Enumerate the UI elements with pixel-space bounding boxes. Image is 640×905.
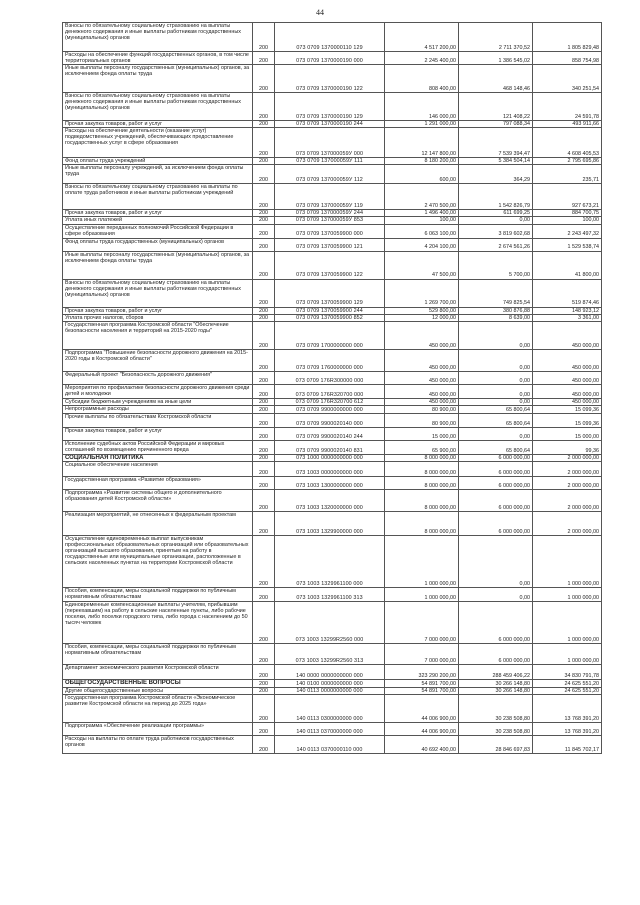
row-admin-code: 200 bbox=[253, 679, 275, 687]
row-budget-code: 073 0709 1370059900 852 bbox=[275, 314, 385, 321]
row-admin-code: 200 bbox=[253, 321, 275, 349]
row-name: Взносы по обязательному социальному страхованию на выплаты денежного содержания и иные выплаты работникам государственных (муниципальных) органов bbox=[63, 93, 253, 121]
row-name: Прочая закупка товаров, работ и услуг bbox=[63, 307, 253, 314]
row-budget-code: 073 0709 1370059900 000 bbox=[275, 224, 385, 238]
row-budget-code: 073 0709 1370059900 121 bbox=[275, 238, 385, 251]
row-plan-amount: 1 291 000,00 bbox=[385, 121, 459, 128]
row-plan-amount: 7 000 000,00 bbox=[385, 601, 459, 643]
row-remainder-amount: 884 700,75 bbox=[533, 210, 602, 217]
row-remainder-amount: 493 911,66 bbox=[533, 121, 602, 128]
row-executed-amount: 8 639,00 bbox=[459, 314, 533, 321]
table-row bbox=[63, 321, 602, 349]
row-admin-code: 200 bbox=[253, 217, 275, 224]
row-name: Иные выплаты персоналу государственных (муниципальных) органов, за исключением фонда оплаты труда bbox=[63, 251, 253, 279]
row-remainder-amount: 2 243 497,32 bbox=[533, 224, 602, 238]
table-row bbox=[63, 398, 602, 405]
row-admin-code: 200 bbox=[253, 440, 275, 454]
row-budget-code: 073 0709 1370000110 129 bbox=[275, 23, 385, 52]
row-plan-amount: 323 290 200,00 bbox=[385, 664, 459, 679]
row-plan-amount: 4 204 100,00 bbox=[385, 238, 459, 251]
row-plan-amount: 8 000 000,00 bbox=[385, 511, 459, 535]
row-executed-amount: 65 800,64 bbox=[459, 440, 533, 454]
row-admin-code: 200 bbox=[253, 489, 275, 511]
table-row bbox=[63, 454, 602, 461]
row-admin-code: 200 bbox=[253, 371, 275, 384]
row-budget-code: 073 0709 137000059У 853 bbox=[275, 217, 385, 224]
table-row bbox=[63, 314, 602, 321]
row-name: Уплата прочих налогов, сборов bbox=[63, 314, 253, 321]
row-name: Прочая закупка товаров, работ и услуг bbox=[63, 427, 253, 440]
row-executed-amount: 0,00 bbox=[459, 321, 533, 349]
row-executed-amount: 121 408,22 bbox=[459, 93, 533, 121]
row-plan-amount: 44 006 900,00 bbox=[385, 723, 459, 736]
row-name: Государственная программа «Развитие образования» bbox=[63, 476, 253, 489]
table-row bbox=[63, 210, 602, 217]
row-budget-code: 073 0709 1370000190 122 bbox=[275, 65, 385, 93]
row-remainder-amount: 13 768 391,20 bbox=[533, 695, 602, 723]
row-budget-code: 073 1003 1300000000 000 bbox=[275, 476, 385, 489]
row-admin-code: 200 bbox=[253, 128, 275, 158]
row-admin-code: 200 bbox=[253, 307, 275, 314]
row-budget-code: 073 0709 176R320700 612 bbox=[275, 398, 385, 405]
row-executed-amount: 0,00 bbox=[459, 217, 533, 224]
row-plan-amount: 450 000,00 bbox=[385, 384, 459, 398]
row-name: Уплата иных платежей bbox=[63, 217, 253, 224]
row-name: Государственная программа Костромской области «Экономическое развитие Костромской области на период до 2025 года» bbox=[63, 695, 253, 723]
row-name: Подпрограмма «Развитие системы общего и дополнительного образования детей Костромской области» bbox=[63, 489, 253, 511]
row-budget-code: 073 1003 1329900000 000 bbox=[275, 511, 385, 535]
row-remainder-amount: 11 845 702,17 bbox=[533, 736, 602, 754]
row-name: Взносы по обязательному социальному страхованию на выплаты денежного содержания и иные выплаты работникам государственных (муниципальных) органов bbox=[63, 23, 253, 52]
row-budget-code: 073 0709 9900000000 000 bbox=[275, 405, 385, 413]
row-executed-amount: 7 539 394,47 bbox=[459, 128, 533, 158]
row-name: Подпрограмма "Повышение безопасности дорожного движения на 2015-2020 годы в Костромской области" bbox=[63, 349, 253, 371]
row-admin-code: 200 bbox=[253, 413, 275, 427]
row-budget-code: 073 0709 176R300000 000 bbox=[275, 371, 385, 384]
row-plan-amount: 100,00 bbox=[385, 217, 459, 224]
row-remainder-amount: 858 754,98 bbox=[533, 52, 602, 65]
row-name: Субсидии бюджетным учреждениям на иные цели bbox=[63, 398, 253, 405]
row-budget-code: 073 0709 1370059900 244 bbox=[275, 307, 385, 314]
row-plan-amount: 450 000,00 bbox=[385, 349, 459, 371]
table-row bbox=[63, 679, 602, 687]
row-plan-amount: 1 496 400,00 bbox=[385, 210, 459, 217]
table-row bbox=[63, 251, 602, 279]
table-row bbox=[63, 664, 602, 679]
row-name: Другие общегосударственные вопросы bbox=[63, 687, 253, 694]
table-row bbox=[63, 601, 602, 643]
row-plan-amount: 54 891 700,00 bbox=[385, 679, 459, 687]
row-name: Подпрограмма «Обеспечение реализации программы» bbox=[63, 723, 253, 736]
budget-execution-table bbox=[62, 22, 602, 754]
row-budget-code: 073 1003 0000000000 000 bbox=[275, 461, 385, 476]
row-budget-code: 140 0113 0000000000 000 bbox=[275, 687, 385, 694]
row-plan-amount: 2 245 400,00 bbox=[385, 52, 459, 65]
table-row bbox=[63, 511, 602, 535]
table-row bbox=[63, 736, 602, 754]
row-name: Прочая закупка товаров, работ и услуг bbox=[63, 121, 253, 128]
table-row bbox=[63, 224, 602, 238]
row-executed-amount: 0,00 bbox=[459, 349, 533, 371]
row-name: Реализация мероприятий, не отнесенных к федеральным проектам bbox=[63, 511, 253, 535]
row-executed-amount: 749 825,54 bbox=[459, 279, 533, 307]
row-budget-code: 073 0709 1700000000 000 bbox=[275, 321, 385, 349]
table-row bbox=[63, 279, 602, 307]
row-budget-code: 073 0709 137000059У 111 bbox=[275, 158, 385, 165]
row-budget-code: 073 0709 1370000190 000 bbox=[275, 52, 385, 65]
row-admin-code: 200 bbox=[253, 384, 275, 398]
table-row bbox=[63, 587, 602, 601]
row-plan-amount: 80 900,00 bbox=[385, 413, 459, 427]
row-budget-code: 073 1003 1320000000 000 bbox=[275, 489, 385, 511]
row-name: Пособия, компенсации, меры социальной поддержки по публичным нормативным обязательствам bbox=[63, 643, 253, 664]
row-name: Государственная программа Костромской области "Обеспечение безопасности населения и территорий на 2015-2020 годы" bbox=[63, 321, 253, 349]
row-name: Расходы на обеспечение функций государственных органов, в том числе территориальных органов bbox=[63, 52, 253, 65]
row-name: Департамент экономического развития Костромской области bbox=[63, 664, 253, 679]
row-admin-code: 200 bbox=[253, 23, 275, 52]
row-name: Мероприятия по профилактике безопасности дорожного движения среди детей и молодежи bbox=[63, 384, 253, 398]
row-remainder-amount: 2 000 000,00 bbox=[533, 511, 602, 535]
row-executed-amount: 30 238 508,80 bbox=[459, 723, 533, 736]
row-admin-code: 200 bbox=[253, 695, 275, 723]
row-name: Прочая закупка товаров, работ и услуг bbox=[63, 210, 253, 217]
row-budget-code: 073 0709 137000059У 244 bbox=[275, 210, 385, 217]
row-name: Осуществление единовременных выплат выпускникам профессиональных образовательных организаций или образовательных организаций высшего образования, принятым на работу в государственные или муниципальные организации, расположенные в сельских населенных пунктах на территории Костромской области bbox=[63, 535, 253, 587]
row-name: Расходы на обеспечение деятельности (оказание услуг) подведомственных учреждений, обеспечивающих предоставление государственных услуг в сфере образования bbox=[63, 128, 253, 158]
row-name: Фонд оплаты труда учреждений bbox=[63, 158, 253, 165]
row-executed-amount: 5 384 504,14 bbox=[459, 158, 533, 165]
row-budget-code: 140 0113 0370000000 000 bbox=[275, 723, 385, 736]
row-plan-amount: 12 147 800,00 bbox=[385, 128, 459, 158]
table-row bbox=[63, 489, 602, 511]
row-executed-amount: 28 846 697,83 bbox=[459, 736, 533, 754]
table-row bbox=[63, 23, 602, 52]
row-name: Взносы по обязательному социальному страхованию на выплаты денежного содержания и иные выплаты работникам государственных (муниципальных) органов bbox=[63, 279, 253, 307]
row-budget-code: 073 0709 1370059900 122 bbox=[275, 251, 385, 279]
row-plan-amount: 80 900,00 bbox=[385, 405, 459, 413]
row-remainder-amount: 41 800,00 bbox=[533, 251, 602, 279]
row-budget-code: 073 0709 137000059У 000 bbox=[275, 128, 385, 158]
row-remainder-amount: 1 000 000,00 bbox=[533, 643, 602, 664]
row-executed-amount: 6 000 000,00 bbox=[459, 643, 533, 664]
row-budget-code: 073 0709 176R320700 000 bbox=[275, 384, 385, 398]
row-name: Взносы по обязательному социальному страхованию на выплаты по оплате труда работников и иные выплаты работникам учреждений bbox=[63, 184, 253, 210]
row-remainder-amount: 450 000,00 bbox=[533, 321, 602, 349]
table-row bbox=[63, 440, 602, 454]
row-executed-amount: 6 000 000,00 bbox=[459, 489, 533, 511]
row-budget-code: 073 0709 1370000190 129 bbox=[275, 93, 385, 121]
row-admin-code: 200 bbox=[253, 65, 275, 93]
row-remainder-amount: 24 625 551,20 bbox=[533, 679, 602, 687]
row-plan-amount: 1 000 000,00 bbox=[385, 587, 459, 601]
row-remainder-amount: 24 625 551,20 bbox=[533, 687, 602, 694]
row-remainder-amount: 340 251,54 bbox=[533, 65, 602, 93]
row-budget-code: 073 0709 1760000000 000 bbox=[275, 349, 385, 371]
row-remainder-amount: 519 874,46 bbox=[533, 279, 602, 307]
row-plan-amount: 450 000,00 bbox=[385, 398, 459, 405]
row-remainder-amount: 1 805 829,48 bbox=[533, 23, 602, 52]
row-executed-amount: 0,00 bbox=[459, 371, 533, 384]
row-plan-amount: 54 891 700,00 bbox=[385, 687, 459, 694]
row-remainder-amount: 235,71 bbox=[533, 165, 602, 184]
row-executed-amount: 6 000 000,00 bbox=[459, 454, 533, 461]
row-remainder-amount: 100,00 bbox=[533, 217, 602, 224]
row-plan-amount: 8 000 000,00 bbox=[385, 476, 459, 489]
row-executed-amount: 0,00 bbox=[459, 427, 533, 440]
row-budget-code: 073 0709 1370000190 244 bbox=[275, 121, 385, 128]
row-plan-amount: 450 000,00 bbox=[385, 321, 459, 349]
row-plan-amount: 40 692 400,00 bbox=[385, 736, 459, 754]
row-admin-code: 200 bbox=[253, 427, 275, 440]
page-number: 44 bbox=[316, 8, 324, 17]
row-executed-amount: 797 088,34 bbox=[459, 121, 533, 128]
table-row bbox=[63, 384, 602, 398]
row-remainder-amount: 2 000 000,00 bbox=[533, 461, 602, 476]
row-plan-amount: 44 006 900,00 bbox=[385, 695, 459, 723]
table-row bbox=[63, 128, 602, 158]
row-executed-amount: 0,00 bbox=[459, 535, 533, 587]
table-row bbox=[63, 427, 602, 440]
row-admin-code: 200 bbox=[253, 158, 275, 165]
row-admin-code: 200 bbox=[253, 535, 275, 587]
row-name: Социальное обеспечение населения bbox=[63, 461, 253, 476]
row-executed-amount: 30 266 148,80 bbox=[459, 687, 533, 694]
row-budget-code: 073 0709 137000059У 119 bbox=[275, 184, 385, 210]
row-plan-amount: 600,00 bbox=[385, 165, 459, 184]
table-row bbox=[63, 184, 602, 210]
row-executed-amount: 468 148,46 bbox=[459, 65, 533, 93]
row-remainder-amount: 15 099,36 bbox=[533, 413, 602, 427]
row-remainder-amount: 1 000 000,00 bbox=[533, 535, 602, 587]
row-plan-amount: 8 000 000,00 bbox=[385, 461, 459, 476]
row-remainder-amount: 1 000 000,00 bbox=[533, 601, 602, 643]
table-row bbox=[63, 413, 602, 427]
row-name: Исполнение судебных актов Российской Федерации и мировых соглашений по возмещению причиненного вреда bbox=[63, 440, 253, 454]
row-budget-code: 140 0000 0000000000 000 bbox=[275, 664, 385, 679]
row-admin-code: 200 bbox=[253, 461, 275, 476]
row-plan-amount: 8 180 200,00 bbox=[385, 158, 459, 165]
table-row bbox=[63, 461, 602, 476]
row-remainder-amount: 1 000 000,00 bbox=[533, 587, 602, 601]
table-row bbox=[63, 93, 602, 121]
row-plan-amount: 6 063 100,00 bbox=[385, 224, 459, 238]
row-plan-amount: 4 517 200,00 bbox=[385, 23, 459, 52]
row-plan-amount: 7 000 000,00 bbox=[385, 643, 459, 664]
row-admin-code: 200 bbox=[253, 52, 275, 65]
row-plan-amount: 146 000,00 bbox=[385, 93, 459, 121]
row-executed-amount: 0,00 bbox=[459, 587, 533, 601]
row-plan-amount: 65 900,00 bbox=[385, 440, 459, 454]
row-admin-code: 200 bbox=[253, 165, 275, 184]
table-row bbox=[63, 121, 602, 128]
row-executed-amount: 2 711 370,52 bbox=[459, 23, 533, 52]
row-plan-amount: 450 000,00 bbox=[385, 371, 459, 384]
row-executed-amount: 6 000 000,00 bbox=[459, 461, 533, 476]
row-name: Федеральный проект "Безопасность дорожного движения" bbox=[63, 371, 253, 384]
row-name: Непрограммные расходы bbox=[63, 405, 253, 413]
table-row bbox=[63, 65, 602, 93]
row-executed-amount: 364,29 bbox=[459, 165, 533, 184]
table-row bbox=[63, 158, 602, 165]
row-remainder-amount: 450 000,00 bbox=[533, 349, 602, 371]
table-row bbox=[63, 405, 602, 413]
row-budget-code: 140 0100 0000000000 000 bbox=[275, 679, 385, 687]
row-budget-code: 140 0113 0370000110 000 bbox=[275, 736, 385, 754]
row-plan-amount: 1 000 000,00 bbox=[385, 535, 459, 587]
row-admin-code: 200 bbox=[253, 224, 275, 238]
row-executed-amount: 380 876,88 bbox=[459, 307, 533, 314]
row-executed-amount: 5 700,00 bbox=[459, 251, 533, 279]
row-budget-code: 073 1003 1329961100 000 bbox=[275, 535, 385, 587]
row-admin-code: 200 bbox=[253, 279, 275, 307]
row-budget-code: 140 0113 0300000000 000 bbox=[275, 695, 385, 723]
row-admin-code: 200 bbox=[253, 251, 275, 279]
row-budget-code: 073 0709 9900020140 831 bbox=[275, 440, 385, 454]
row-admin-code: 200 bbox=[253, 405, 275, 413]
row-executed-amount: 0,00 bbox=[459, 398, 533, 405]
row-admin-code: 200 bbox=[253, 349, 275, 371]
row-budget-code: 073 0709 9900020140 244 bbox=[275, 427, 385, 440]
table-body bbox=[63, 23, 602, 754]
row-admin-code: 200 bbox=[253, 314, 275, 321]
row-name: Осуществление переданных полномочий Российской Федерации в сфере образования bbox=[63, 224, 253, 238]
row-name: Фонд оплаты труда государственных (муниципальных) органов bbox=[63, 238, 253, 251]
row-plan-amount: 1 269 700,00 bbox=[385, 279, 459, 307]
row-remainder-amount: 13 768 391,20 bbox=[533, 723, 602, 736]
row-executed-amount: 288 459 406,22 bbox=[459, 664, 533, 679]
row-name: Иные выплаты персоналу государственных (муниципальных) органов, за исключением фонда оплаты труда bbox=[63, 65, 253, 93]
row-remainder-amount: 1 529 538,74 bbox=[533, 238, 602, 251]
row-remainder-amount: 2 795 695,86 bbox=[533, 158, 602, 165]
row-admin-code: 200 bbox=[253, 93, 275, 121]
table-row bbox=[63, 52, 602, 65]
table-row bbox=[63, 535, 602, 587]
row-admin-code: 200 bbox=[253, 210, 275, 217]
row-executed-amount: 611 699,25 bbox=[459, 210, 533, 217]
row-admin-code: 200 bbox=[253, 643, 275, 664]
row-executed-amount: 3 819 602,68 bbox=[459, 224, 533, 238]
row-remainder-amount: 450 000,00 bbox=[533, 384, 602, 398]
row-admin-code: 200 bbox=[253, 736, 275, 754]
row-executed-amount: 65 800,64 bbox=[459, 405, 533, 413]
row-executed-amount: 1 542 826,79 bbox=[459, 184, 533, 210]
row-admin-code: 200 bbox=[253, 687, 275, 694]
row-remainder-amount: 927 673,21 bbox=[533, 184, 602, 210]
table-row bbox=[63, 238, 602, 251]
table-row bbox=[63, 217, 602, 224]
row-remainder-amount: 15 000,00 bbox=[533, 427, 602, 440]
row-remainder-amount: 450 000,00 bbox=[533, 371, 602, 384]
table-row bbox=[63, 476, 602, 489]
row-admin-code: 200 bbox=[253, 184, 275, 210]
row-admin-code: 200 bbox=[253, 511, 275, 535]
table-row bbox=[63, 165, 602, 184]
row-plan-amount: 47 500,00 bbox=[385, 251, 459, 279]
row-executed-amount: 6 000 000,00 bbox=[459, 476, 533, 489]
row-name: Прочие выплаты по обязательствам Костромской области bbox=[63, 413, 253, 427]
row-admin-code: 200 bbox=[253, 121, 275, 128]
row-remainder-amount: 450 000,00 bbox=[533, 398, 602, 405]
row-admin-code: 200 bbox=[253, 723, 275, 736]
row-executed-amount: 6 000 000,00 bbox=[459, 601, 533, 643]
row-admin-code: 200 bbox=[253, 398, 275, 405]
row-executed-amount: 1 386 545,02 bbox=[459, 52, 533, 65]
row-executed-amount: 30 238 508,80 bbox=[459, 695, 533, 723]
row-remainder-amount: 2 000 000,00 bbox=[533, 476, 602, 489]
row-plan-amount: 8 000 000,00 bbox=[385, 489, 459, 511]
table-row bbox=[63, 687, 602, 694]
row-remainder-amount: 34 830 791,78 bbox=[533, 664, 602, 679]
row-plan-amount: 15 000,00 bbox=[385, 427, 459, 440]
row-budget-code: 073 0709 137000059У 112 bbox=[275, 165, 385, 184]
row-name: Расходы на выплаты по оплате труда работников государственных органов bbox=[63, 736, 253, 754]
row-admin-code: 200 bbox=[253, 664, 275, 679]
row-admin-code: 200 bbox=[253, 238, 275, 251]
row-admin-code: 200 bbox=[253, 587, 275, 601]
row-executed-amount: 30 266 148,80 bbox=[459, 679, 533, 687]
row-executed-amount: 6 000 000,00 bbox=[459, 511, 533, 535]
row-remainder-amount: 2 000 000,00 bbox=[533, 489, 602, 511]
row-name: Пособия, компенсации, меры социальной поддержки по публичным нормативным обязательствам bbox=[63, 587, 253, 601]
row-plan-amount: 8 000 000,00 bbox=[385, 454, 459, 461]
row-budget-code: 073 0709 9900020140 000 bbox=[275, 413, 385, 427]
row-budget-code: 073 1003 1329961100 313 bbox=[275, 587, 385, 601]
row-remainder-amount: 24 591,78 bbox=[533, 93, 602, 121]
row-remainder-amount: 4 608 405,53 bbox=[533, 128, 602, 158]
row-budget-code: 073 0709 1370059900 129 bbox=[275, 279, 385, 307]
row-remainder-amount: 2 000 000,00 bbox=[533, 454, 602, 461]
row-plan-amount: 2 470 500,00 bbox=[385, 184, 459, 210]
row-name: Иные выплаты персоналу учреждений, за исключением фонда оплаты труда bbox=[63, 165, 253, 184]
row-name: Единовременные компенсационные выплаты учителям, прибывшим (переехавшим) на работу в сельские населенные пункты, либо рабочие поселки, либо поселки городского типа, либо города с населением до 50 тысяч человек bbox=[63, 601, 253, 643]
row-admin-code: 200 bbox=[253, 601, 275, 643]
row-executed-amount: 2 674 561,26 bbox=[459, 238, 533, 251]
table-row bbox=[63, 695, 602, 723]
row-budget-code: 073 1000 0000000000 000 bbox=[275, 454, 385, 461]
row-name: СОЦИАЛЬНАЯ ПОЛИТИКА bbox=[63, 454, 253, 461]
table-row bbox=[63, 307, 602, 314]
row-admin-code: 200 bbox=[253, 476, 275, 489]
table-row bbox=[63, 371, 602, 384]
row-plan-amount: 808 400,00 bbox=[385, 65, 459, 93]
row-name: ОБЩЕГОСУДАРСТВЕННЫЕ ВОПРОСЫ bbox=[63, 679, 253, 687]
row-executed-amount: 65 800,64 bbox=[459, 413, 533, 427]
row-executed-amount: 0,00 bbox=[459, 384, 533, 398]
row-plan-amount: 12 000,00 bbox=[385, 314, 459, 321]
table-row bbox=[63, 723, 602, 736]
row-plan-amount: 529 800,00 bbox=[385, 307, 459, 314]
row-budget-code: 073 1003 13299R2560 000 bbox=[275, 601, 385, 643]
row-admin-code: 200 bbox=[253, 454, 275, 461]
table-row bbox=[63, 349, 602, 371]
row-remainder-amount: 15 099,36 bbox=[533, 405, 602, 413]
row-remainder-amount: 148 923,12 bbox=[533, 307, 602, 314]
table-row bbox=[63, 643, 602, 664]
row-budget-code: 073 1003 13299R2560 313 bbox=[275, 643, 385, 664]
row-remainder-amount: 3 361,00 bbox=[533, 314, 602, 321]
row-remainder-amount: 99,36 bbox=[533, 440, 602, 454]
